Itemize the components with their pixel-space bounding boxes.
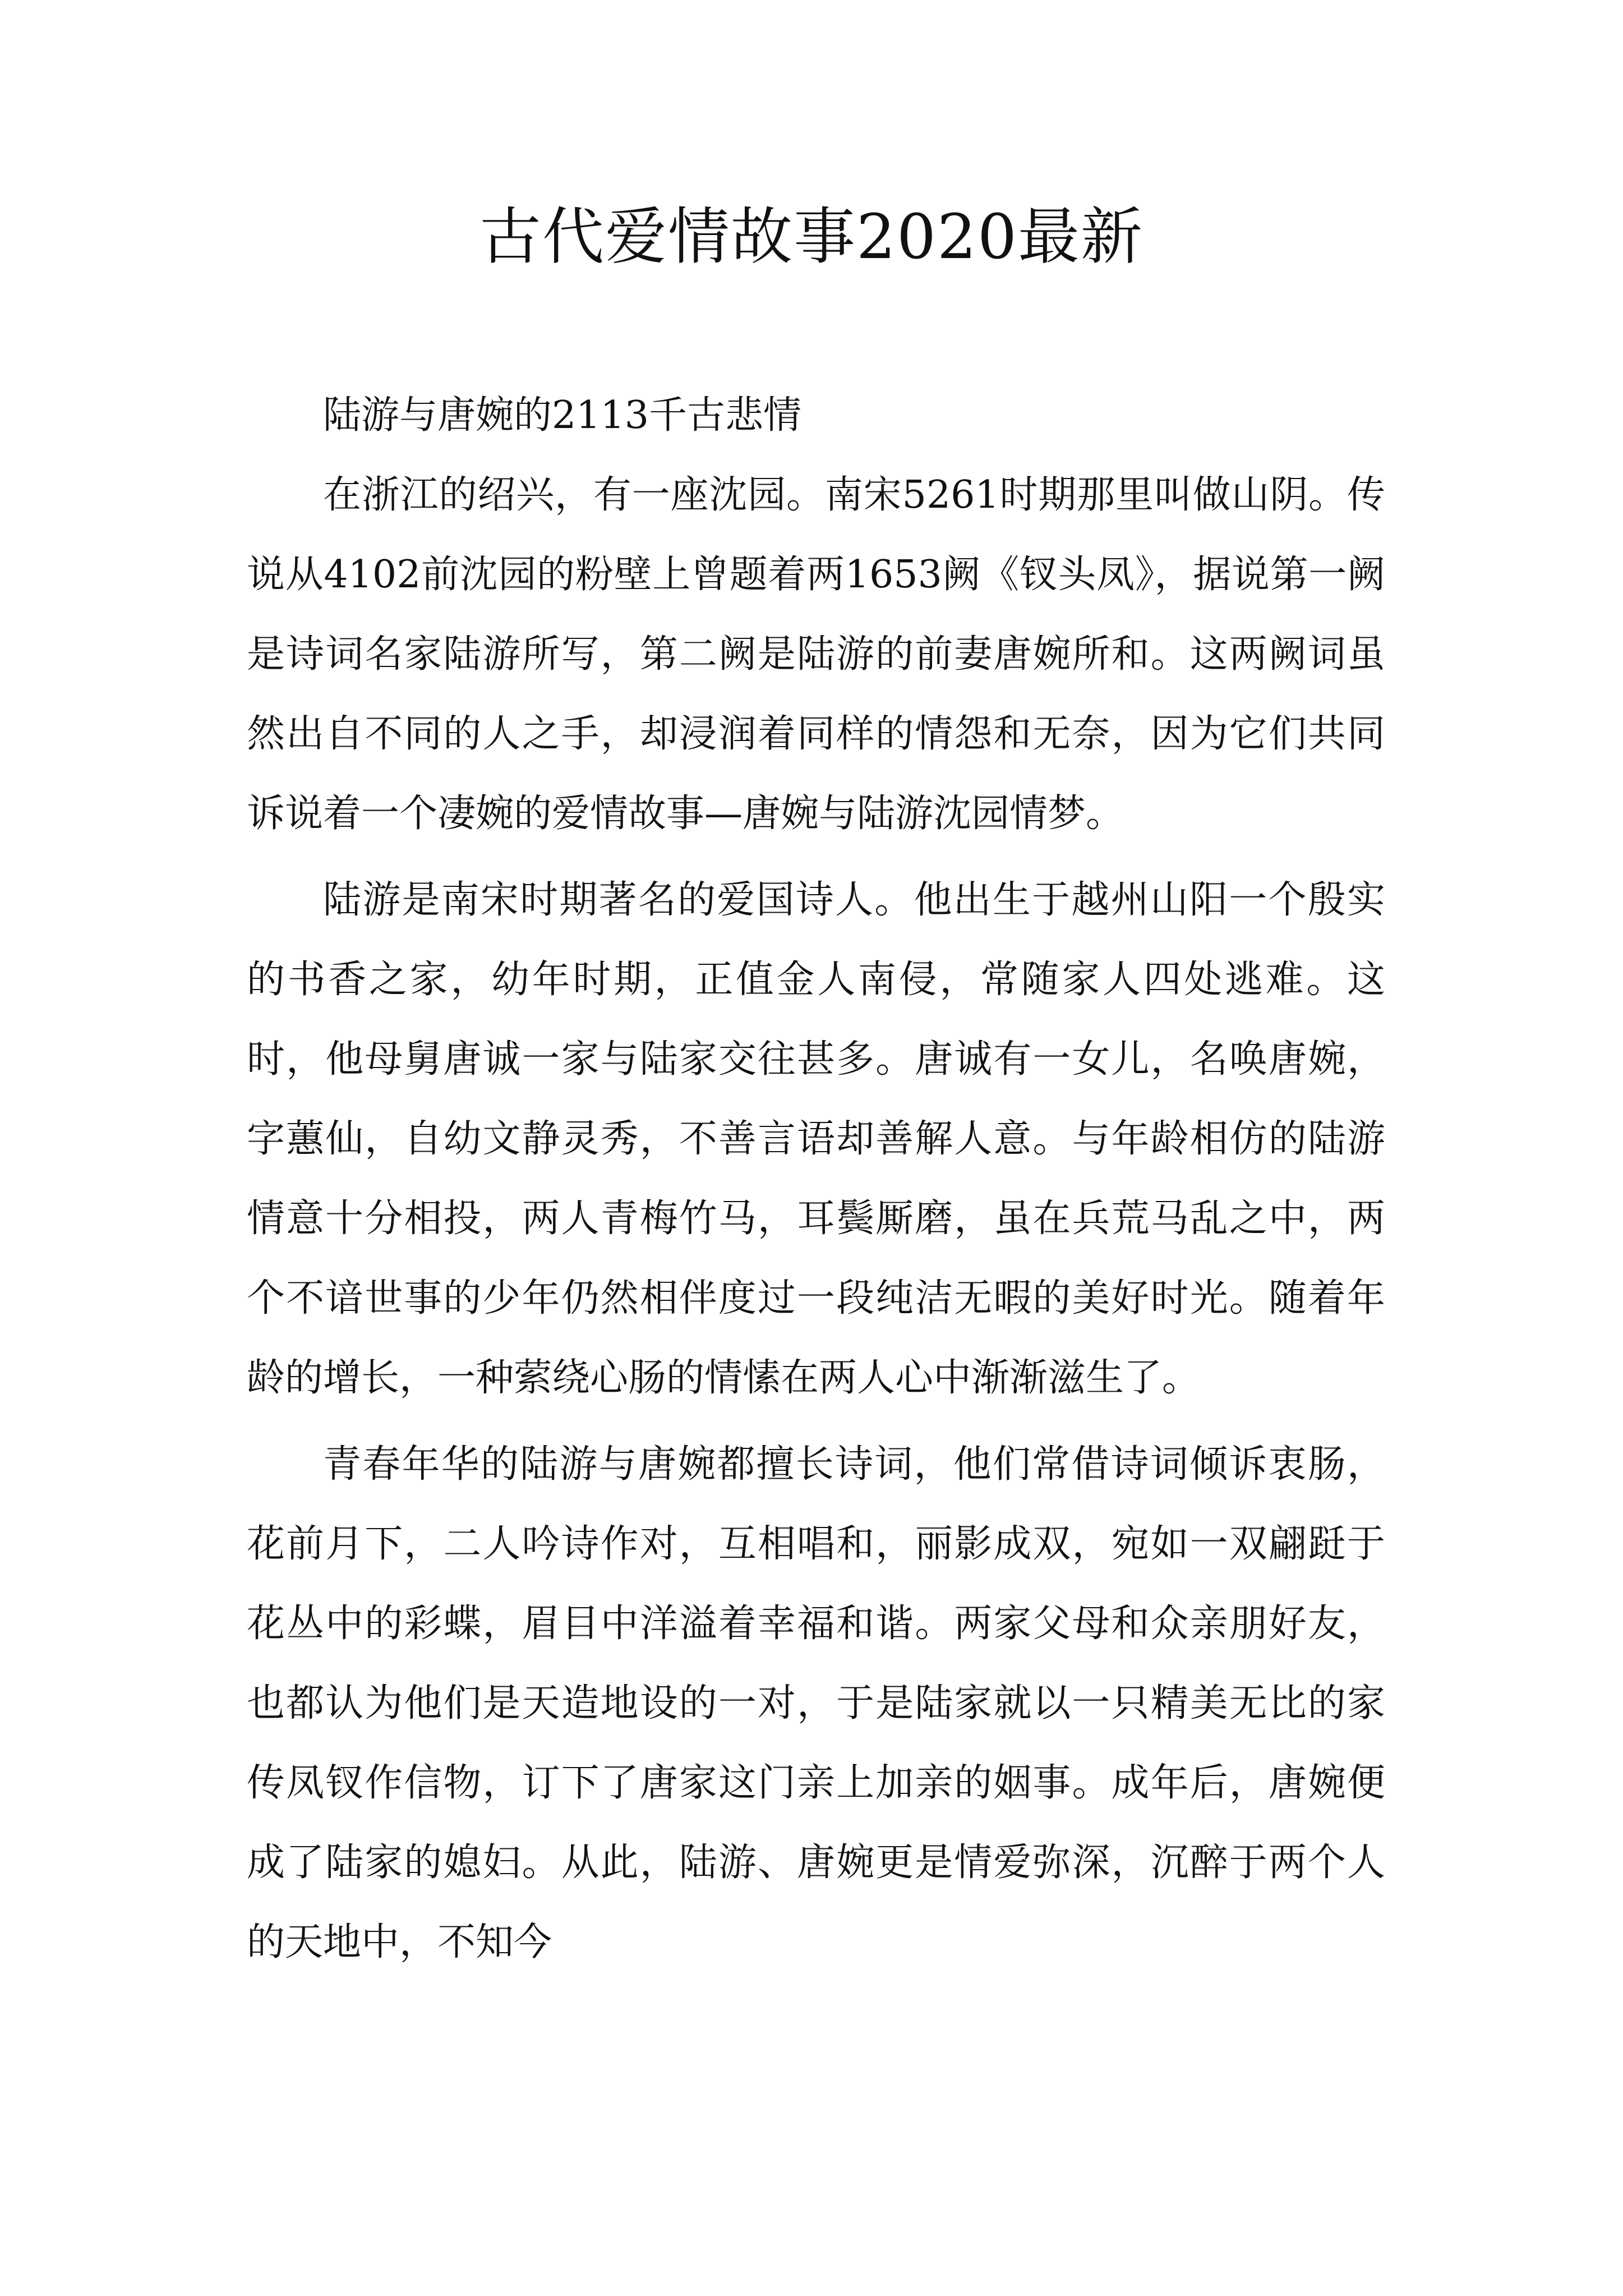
paragraph-shen-garden: 在浙江的绍兴，有一座沈园。南宋5261时期那里叫做山阴。传说从4102前沈园的粉壁上曾题着两1653阙《钗头凤》，据说第一阙是诗词名家陆游所写，第二阙是陆游的前妻唐婉所和。这两阙词虽然出自不同的人之手，却浸润着同样的情怨和无奈，因为它们共同诉说着一个凄婉的爱情故事—唐婉与陆游沈园情梦。	[247, 473, 1385, 836]
paragraph-lu-you-background: 陆游是南宋时期著名的爱国诗人。他出生于越州山阳一个殷实的书香之家，幼年时期，正值金人南侵，常随家人四处逃难。这时，他母舅唐诚一家与陆家交往甚多。唐诚有一女儿，名唤唐婉，字蕙仙，自幼文静灵秀，不善言语却善解人意。与年龄相仿的陆游情意十分相投，两人青梅竹马，耳鬓厮磨，虽在兵荒马乱之中，两个不谙世事的少年仍然相伴度过一段纯洁无暇的美好时光。随着年龄的增长，一种萦绕心肠的情愫在两人心中渐渐滋生了。	[247, 878, 1385, 1400]
document-body	[247, 376, 1385, 1982]
document-title: 古代爱情故事2020最新	[479, 201, 1144, 273]
paragraph-courtship: 青春年华的陆游与唐婉都擅长诗词，他们常借诗词倾诉衷肠，花前月下，二人吟诗作对，互相唱和，丽影成双，宛如一双翩跹于花丛中的彩蝶，眉目中洋溢着幸福和谐。两家父母和众亲朋好友，也都认为他们是天造地设的一对，于是陆家就以一只精美无比的家传凤钗作信物，订下了唐家这门亲上加亲的姻事。成年后，唐婉便成了陆家的媳妇。从此，陆游、唐婉更是情爱弥深，沉醉于两个人的天地中，不知今	[247, 1442, 1385, 1964]
paragraph-subtitle: 陆游与唐婉的2113千古悲情	[323, 393, 802, 438]
